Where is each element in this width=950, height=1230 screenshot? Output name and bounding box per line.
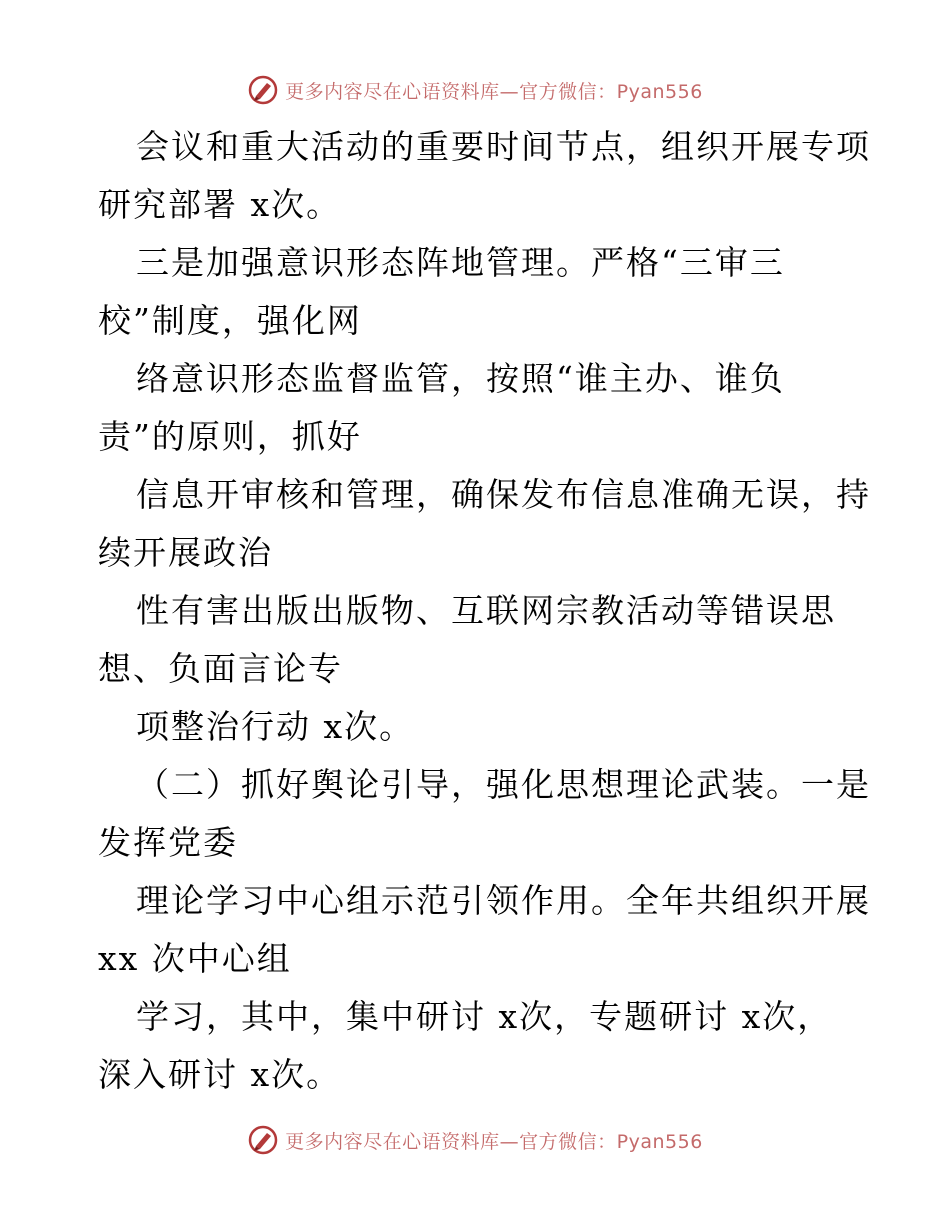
- body-line: 校”制度，强化网: [98, 301, 362, 340]
- body-line: 理论学习中心组示范引领作用。全年共组织开展: [136, 881, 871, 920]
- footer-watermark-text: 更多内容尽在心语资料库—官方微信：Pyan556: [285, 1130, 703, 1153]
- body-line: 责”的原则，抓好: [98, 417, 362, 456]
- header-watermark-banner: [0, 70, 950, 110]
- body-line: 性有害出版出版物、互联网宗教活动等错误思: [136, 591, 836, 630]
- body-line: 研究部署 x次。: [98, 185, 342, 224]
- body-line: （二）抓好舆论引导，强化思想理论武装。一是: [136, 765, 871, 804]
- body-line: 学习，其中，集中研讨 x次，专题研讨 x次，: [136, 997, 833, 1036]
- body-line: 信息开审核和管理，确保发布信息准确无误，持: [136, 475, 871, 514]
- body-line: 发挥党委: [98, 823, 238, 862]
- body-line: 三是加强意识形态阵地管理。严格“三审三: [136, 243, 785, 282]
- body-line: 想、负面言论专: [98, 649, 343, 688]
- body-line: 会议和重大活动的重要时间节点，组织开展专项: [136, 127, 871, 166]
- body-line: 项整治行动 x次。: [136, 707, 415, 746]
- header-watermark-text: 更多内容尽在心语资料库—官方微信：Pyan556: [285, 80, 703, 103]
- pen-emblem-icon: [247, 1124, 279, 1156]
- document-body: [98, 118, 871, 1104]
- body-line: 络意识形态监督监管，按照“谁主办、谁负: [136, 359, 785, 398]
- body-line: 续开展政治: [98, 533, 273, 572]
- footer-watermark-banner: [0, 1120, 950, 1160]
- body-line: xx 次中心组: [98, 939, 292, 978]
- body-line: 深入研讨 x次。: [98, 1055, 342, 1094]
- pen-emblem-icon: [247, 74, 279, 106]
